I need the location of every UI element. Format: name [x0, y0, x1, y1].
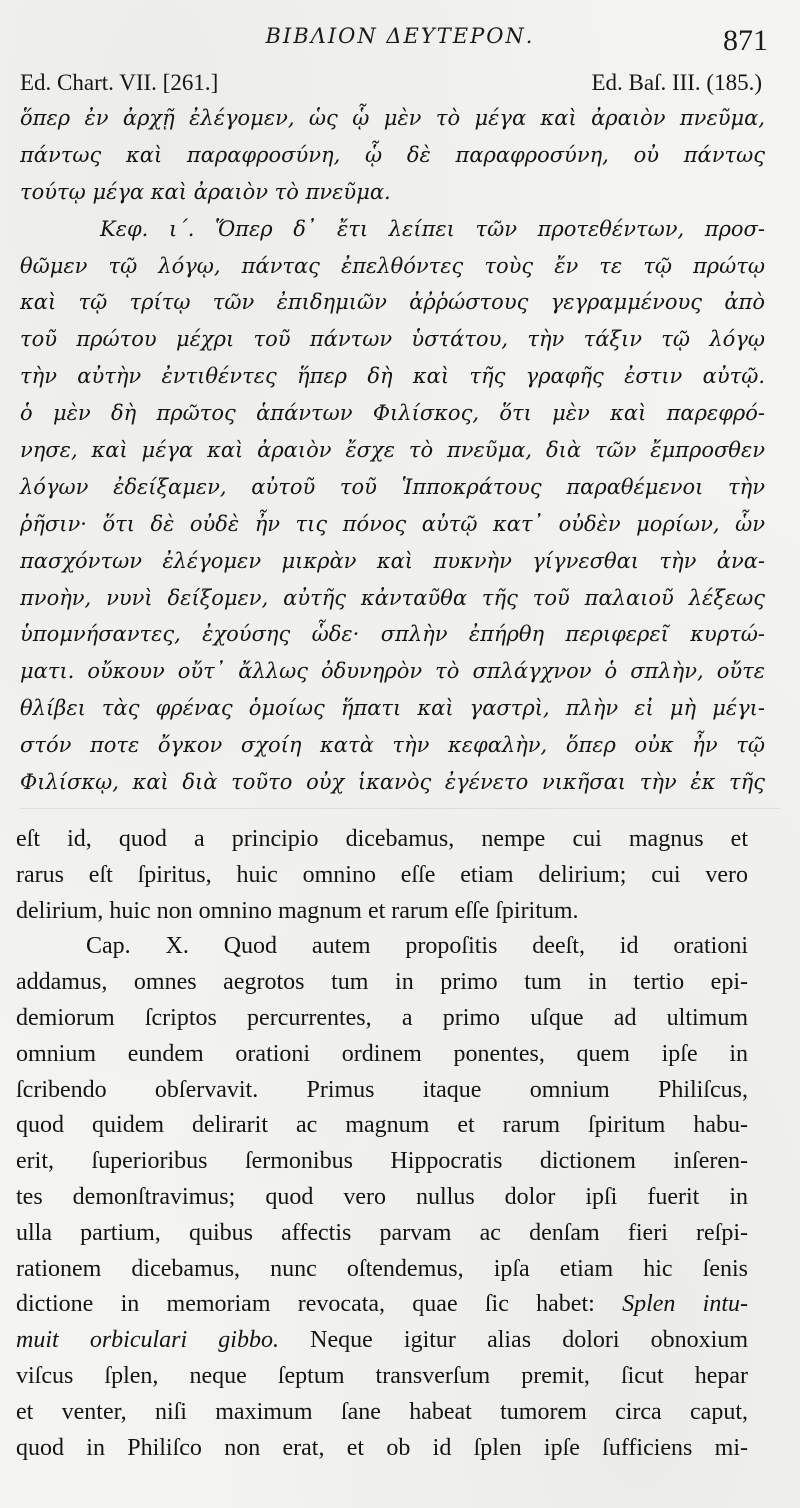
greek-line: ὁ μὲν δὴ πρῶτος ἁπάντων Φιλίσκος, ὅτι μὲν καὶ παρεφρό- [20, 401, 765, 426]
greek-line: καὶ τῷ τρίτῳ τῶν ἐπιδημιῶν ἀῤῥώστους γεγραμμένους ἀπὸ [20, 290, 765, 315]
greek-line: πασχόντων ἐλέγομεν μικρὰν καὶ πυκνὴν γίγνεσθαι τὴν ἀνα- [20, 548, 765, 573]
latin-line-text: Neque igitur alias dolori obnoxium [310, 1327, 749, 1354]
greek-chapter-heading-line: Κεφ. ι΄. Ὅπερ δ᾽ ἔτι λείπει τῶν προτεθέντων, προσ- [100, 216, 765, 241]
greek-line: ὑπομνήσαντες, ἐχούσης ὧδε· σπλὴν ἐπήρθη περιφερεῖ κυρτώ- [20, 622, 765, 647]
latin-line: ulla partium, quibus affectis parvam ac denſam fieri reſpi- [16, 1219, 748, 1246]
greek-line: νησε, καὶ μέγα καὶ ἀραιὸν ἔσχε τὸ πνεῦμα, διὰ τῶν ἔμπροσθεν [20, 438, 765, 463]
greek-line: στόν ποτε ὄγκον σχοίη κατὰ τὴν κεφαλὴν, ὅπερ οὐκ ἦν τῷ [20, 733, 765, 758]
quoted-phrase-italic: Splen intu- [622, 1291, 748, 1318]
edition-reference-left: Ed. Chart. VII. [261.] [20, 70, 219, 95]
latin-chapter-heading-line: Cap. X. Quod autem propoſitis deeſt, id orationi [86, 933, 748, 960]
greek-line: τὴν αὐτὴν ἐντιθέντες ἥπερ δὴ καὶ τῆς γραφῆς ἐστιν αὐτῷ. [20, 364, 765, 389]
edition-reference-right: Ed. Baſ. III. (185.) [591, 70, 762, 95]
greek-line: θλίβει τὰς φρένας ὁμοίως ἥπατι καὶ γαστρὶ, πλὴν εἰ μὴ μέγι- [20, 696, 765, 721]
latin-line-with-quote [16, 1323, 748, 1359]
latin-line: demiorum ſcriptos percurrentes, a primo uſque ad ultimum [16, 1004, 748, 1031]
latin-line: quod quidem delirarit ac magnum et rarum ſpiritum habu- [16, 1112, 748, 1139]
latin-line: tes demonſtravimus; quod vero nullus dolor ipſi fuerit in [16, 1183, 748, 1210]
latin-line: et venter, niſi maximum ſane habeat tumorem circa caput, [16, 1398, 748, 1425]
latin-line: eſt id, quod a principio dicebamus, nempe cui magnus et [16, 826, 748, 852]
greek-text-block [20, 100, 765, 801]
latin-line: ſcribendo obſervavit. Primus itaque omnium Philiſcus, [16, 1076, 748, 1103]
section-divider [20, 808, 780, 809]
latin-text-block [16, 822, 748, 1466]
quoted-phrase-italic: muit orbiculari gibbo. [16, 1327, 279, 1354]
latin-line: delirium, huic non omnino magnum et rarum eſſe ſpiritum. [16, 897, 579, 924]
greek-line: τοῦ πρώτου μέχρι τοῦ πάντων ὑστάτου, τὴν τάξιν τῷ λόγῳ [20, 327, 765, 352]
latin-line: addamus, omnes aegrotos tum in primo tum in tertio epi- [16, 969, 748, 996]
greek-line: Φιλίσκῳ, καὶ διὰ τοῦτο οὐχ ἱκανὸς ἐγένετο νικῆσαι τὴν ἐκ τῆς [20, 770, 765, 795]
latin-line: erit, ſuperioribus ſermonibus Hippocratis dictionem inſeren- [16, 1148, 748, 1175]
greek-line: πάντως καὶ παραφροσύνη, ᾧ δὲ παραφροσύνη, οὐ πάντως [20, 142, 765, 167]
latin-line: quod in Philiſco non erat, et ob id ſplen ipſe ſufficiens mi- [16, 1434, 748, 1461]
running-title: ΒΙΒΛΙΟΝ ΔΕΥΤΕΡΟΝ. [265, 24, 535, 48]
page-number: 871 [723, 24, 768, 57]
greek-line: ματι. οὔκουν οὔτ᾽ ἄλλως ὀδυνηρὸν τὸ σπλάγχνον ὁ σπλὴν, οὔτε [20, 659, 765, 684]
greek-line: ὅπερ ἐν ἀρχῇ ἐλέγομεν, ὡς ᾧ μὲν τὸ μέγα καὶ ἀραιὸν πνεῦμα, [20, 106, 765, 130]
latin-line: omnium eundem orationi ordinem ponentes, quem ipſe in [16, 1040, 748, 1067]
greek-line: ῥῆσιν· ὅτι δὲ οὐδὲ ἦν τις πόνος αὐτῷ κατ᾽ οὐδὲν μορίων, ὧν [20, 511, 765, 536]
greek-line: πνοὴν, νυνὶ δείξομεν, αὐτῆς κἀνταῦθα τῆς τοῦ παλαιοῦ λέξεως [20, 585, 765, 610]
greek-line: θῶμεν τῷ λόγῳ, πάντας ἐπελθόντες τοὺς ἔν τε τῷ πρώτῳ [20, 253, 765, 278]
latin-line: rationem dicebamus, nunc oſtendemus, ipſa etiam hic ſenis [16, 1255, 748, 1282]
latin-line-with-quote [16, 1287, 748, 1323]
greek-line: λόγων ἐδείξαμεν, αὐτοῦ τοῦ Ἱπποκράτους παραθέμενοι τὴν [20, 474, 765, 499]
latin-line: viſcus ſplen, neque ſeptum transverſum premit, ſicut hepar [16, 1362, 748, 1389]
greek-line: τούτῳ μέγα καὶ ἀραιὸν τὸ πνεῦμα. [20, 179, 391, 204]
latin-line-text: dictione in memoriam revocata, quae ſic habet: [16, 1291, 595, 1318]
latin-line: rarus eſt ſpiritus, huic omnino eſſe etiam delirium; cui vero [16, 861, 748, 888]
